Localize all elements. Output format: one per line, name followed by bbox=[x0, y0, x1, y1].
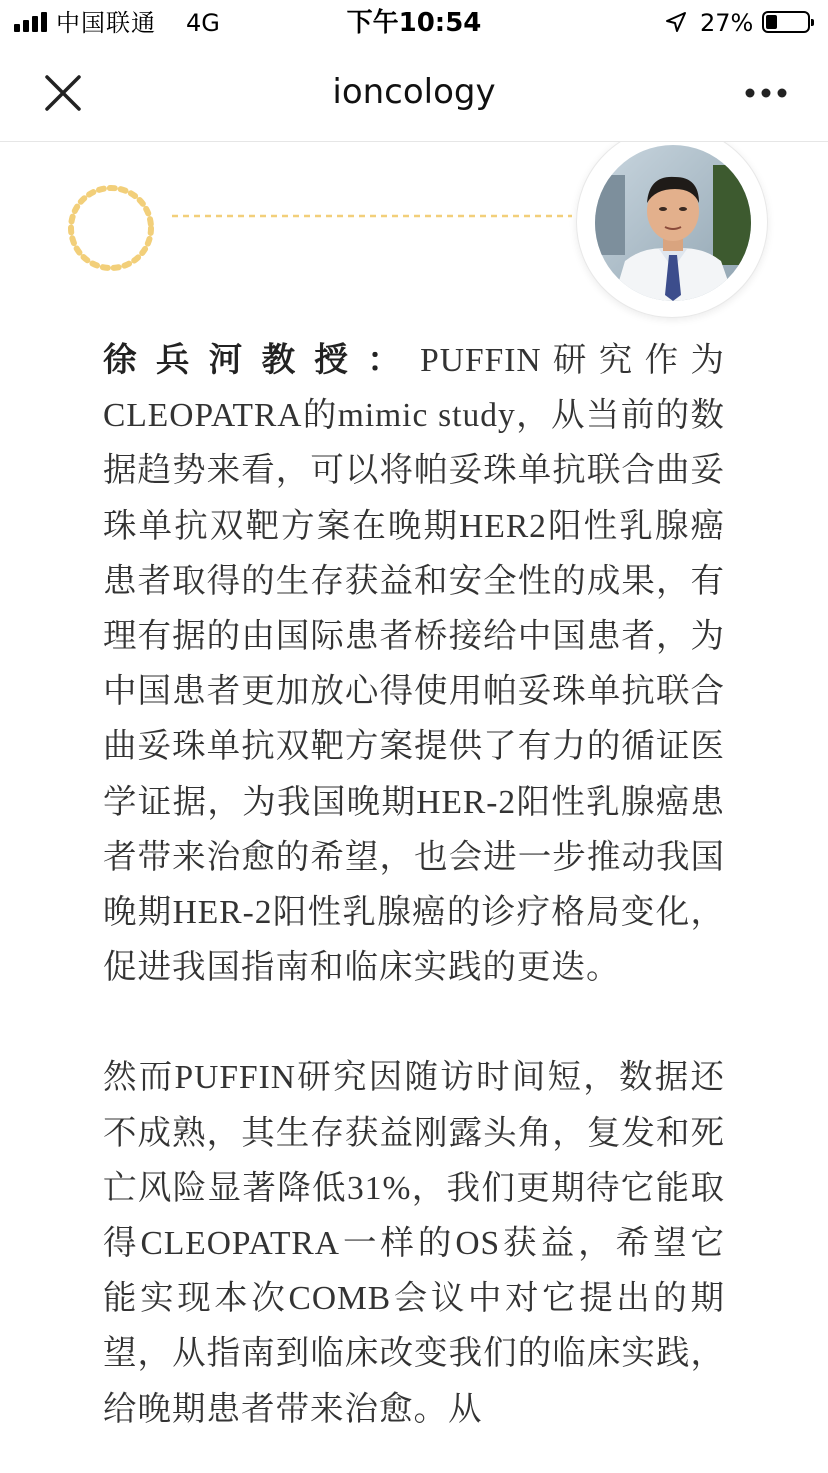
doctor-portrait-photo-icon bbox=[595, 145, 751, 301]
article-body bbox=[103, 333, 725, 1437]
location-arrow-icon bbox=[664, 10, 688, 34]
status-bar bbox=[0, 0, 828, 46]
battery-fill bbox=[766, 15, 777, 29]
doctor-avatar bbox=[576, 142, 768, 318]
speaker-name: 徐兵河教授： bbox=[103, 342, 421, 379]
battery-percent: 27% bbox=[700, 9, 754, 37]
battery-icon bbox=[762, 11, 810, 33]
more-dots-icon[interactable] bbox=[736, 68, 796, 118]
paragraph-text: PUFFIN研究作为CLEOPATRA的mimic study，从当前的数据趋势来看，可以将帕妥珠单抗联合曲妥珠单抗双靶方案在晚期HER2阳性乳腺癌患者取得的生存获益和安全性的成果，有理有据的由国际患者桥接给中国患者，为中国患者更加放心得使用帕妥珠单抗联合曲妥珠单抗双靶方案提供了有力的循证医学证据，为我国晚期HER-2阳性乳腺癌患者带来治愈的希望，也会进一步推动我国晚期HER-2阳性乳腺癌的诊疗格局变化，促进我国指南和临床实践的更迭。 bbox=[103, 342, 725, 987]
article-paragraph bbox=[103, 333, 725, 995]
dashed-line-decoration bbox=[172, 214, 572, 218]
network-type: 4G bbox=[186, 9, 220, 37]
article-paragraph: 然而PUFFIN研究因随访时间短，数据还不成熟，其生存获益刚露头角，复发和死亡风险显著降低31%，我们更期待它能取得CLEOPATRA一样的OS获益，希望它能实现本次COMB会议中对它提出的期望，从指南到临床改变我们的临床实践，给晚期患者带来治愈。从 bbox=[103, 1059, 725, 1428]
status-time: 下午10:54 bbox=[346, 8, 482, 38]
carrier-name: 中国联通 bbox=[56, 9, 156, 37]
dotted-circle-decoration bbox=[66, 183, 156, 273]
nav-bar bbox=[0, 46, 828, 142]
page-title: ioncology bbox=[332, 72, 496, 112]
article-content[interactable] bbox=[0, 142, 828, 1473]
